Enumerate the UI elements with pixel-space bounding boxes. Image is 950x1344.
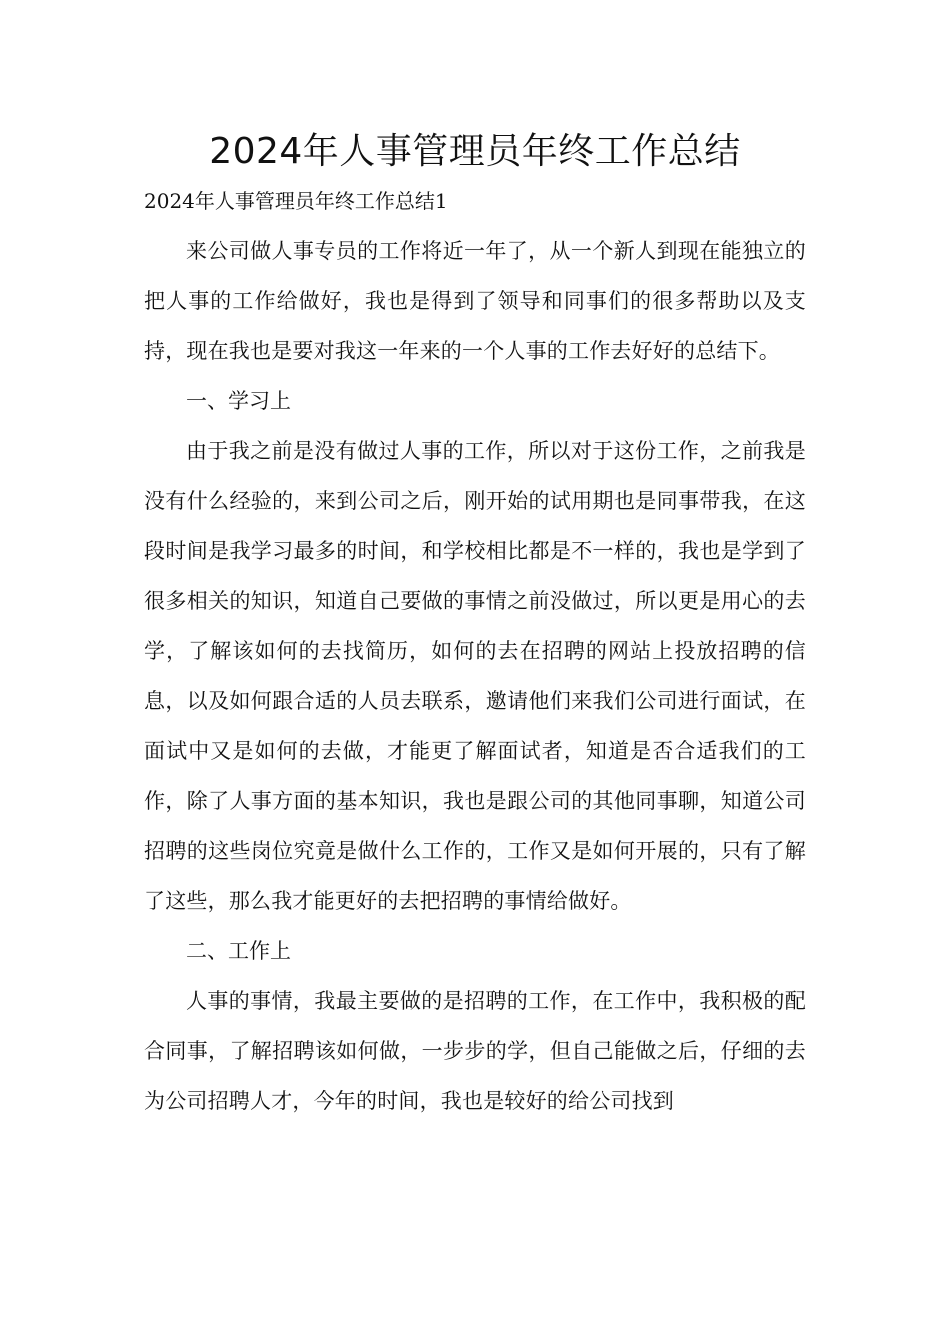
document-subtitle: 2024年人事管理员年终工作总结1 [144, 189, 448, 213]
paragraph-study: 由于我之前是没有做过人事的工作，所以对于这份工作，之前我是没有什么经验的，来到公司之后，刚开始的试用期也是同事带我，在这段时间是我学习最多的时间，和学校相比都是不一样的，我也是学到了很多相关的知识，知道自己要做的事情之前没做过，所以更是用心的去学，了解该如何的去找简历，如何的去在招聘的网站上投放招聘的信息，以及如何跟合适的人员去联系，邀请他们来我们公司进行面试，在面试中又是如何的去做，才能更了解面试者，知道是否合适我们的工作，除了人事方面的基本知识，我也是跟公司的其他同事聊，知道公司招聘的这些岗位究竟是做什么工作的，工作又是如何开展的，只有了解了这些，那么我才能更好的去把招聘的事情给做好。 [144, 439, 806, 913]
section-heading-study: 一、学习上 [186, 389, 291, 413]
paragraph-intro: 来公司做人事专员的工作将近一年了，从一个新人到现在能独立的把人事的工作给做好，我也是得到了领导和同事们的很多帮助以及支持，现在我也是要对我这一年来的一个人事的工作去好好的总结下。 [144, 239, 806, 363]
section-heading-work: 二、工作上 [186, 939, 291, 963]
document-body [144, 226, 806, 1126]
paragraph-work: 人事的事情，我最主要做的是招聘的工作，在工作中，我积极的配合同事，了解招聘该如何做，一步步的学，但自己能做之后，仔细的去为公司招聘人才，今年的时间，我也是较好的给公司找到 [144, 989, 806, 1113]
document-title: 2024年人事管理员年终工作总结 [209, 131, 741, 172]
